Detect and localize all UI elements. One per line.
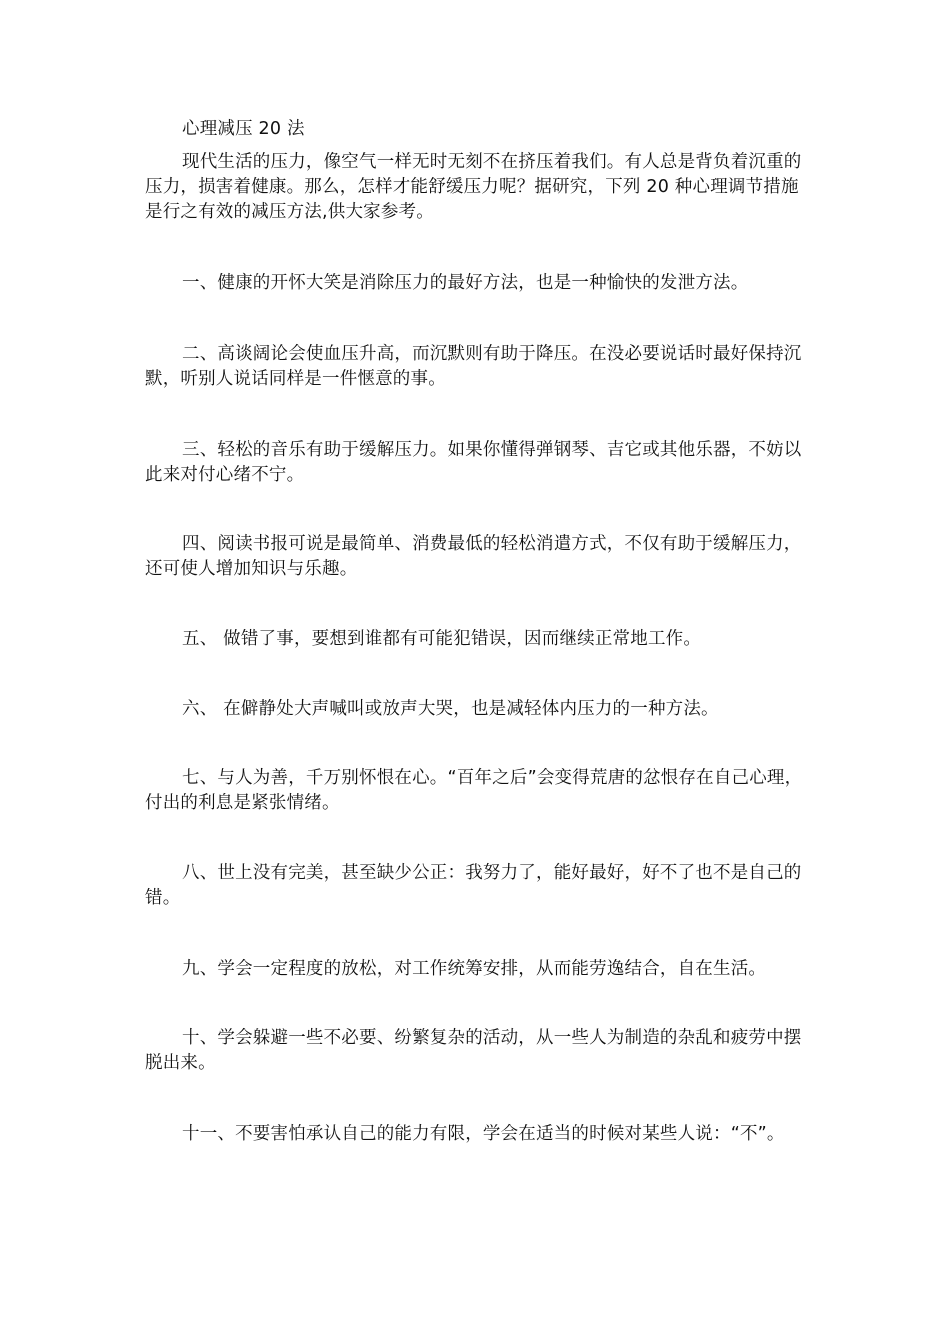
item-10: 十、学会躲避一些不必要、纷繁复杂的活动，从一些人为制造的杂乱和疲劳中摆脱出来。 — [145, 1028, 802, 1073]
item-6: 六、 在僻静处大声喊叫或放声大哭，也是减轻体内压力的一种方法。 — [182, 699, 719, 719]
item-8: 八、世上没有完美，甚至缺少公正：我努力了，能好最好，好不了也不是自己的错。 — [145, 863, 802, 908]
item-11: 十一、不要害怕承认自己的能力有限，学会在适当的时候对某些人说：“不”。 — [182, 1124, 785, 1144]
document-title: 心理减压 20 法 — [182, 119, 305, 139]
item-5: 五、 做错了事，要想到谁都有可能犯错误，因而继续正常地工作。 — [182, 629, 702, 649]
item-9: 九、学会一定程度的放松，对工作统筹安排，从而能劳逸结合，自在生活。 — [182, 959, 767, 979]
item-4: 四、阅读书报可说是最简单、消费最低的轻松消遣方式，不仅有助于缓解压力，还可使人增加知识与乐趣。 — [145, 534, 802, 579]
item-3: 三、轻松的音乐有助于缓解压力。如果你懂得弹钢琴、吉它或其他乐器，不妨以此来对付心绪不宁。 — [145, 440, 802, 485]
intro-paragraph: 现代生活的压力，像空气一样无时无刻不在挤压着我们。有人总是背负着沉重的压力，损害着健康。那么，怎样才能舒缓压力呢？据研究，下列 20 种心理调节措施是行之有效的减压方法,供大家参考。 — [145, 152, 802, 222]
item-2: 二、高谈阔论会使血压升高，而沉默则有助于降压。在没必要说话时最好保持沉默，听别人说话同样是一件惬意的事。 — [145, 344, 802, 389]
item-1: 一、健康的开怀大笑是消除压力的最好方法，也是一种愉快的发泄方法。 — [182, 273, 749, 293]
item-7: 七、与人为善，千万别怀恨在心。“百年之后”会变得荒唐的忿恨存在自己心理，付出的利息是紧张情绪。 — [145, 768, 803, 813]
